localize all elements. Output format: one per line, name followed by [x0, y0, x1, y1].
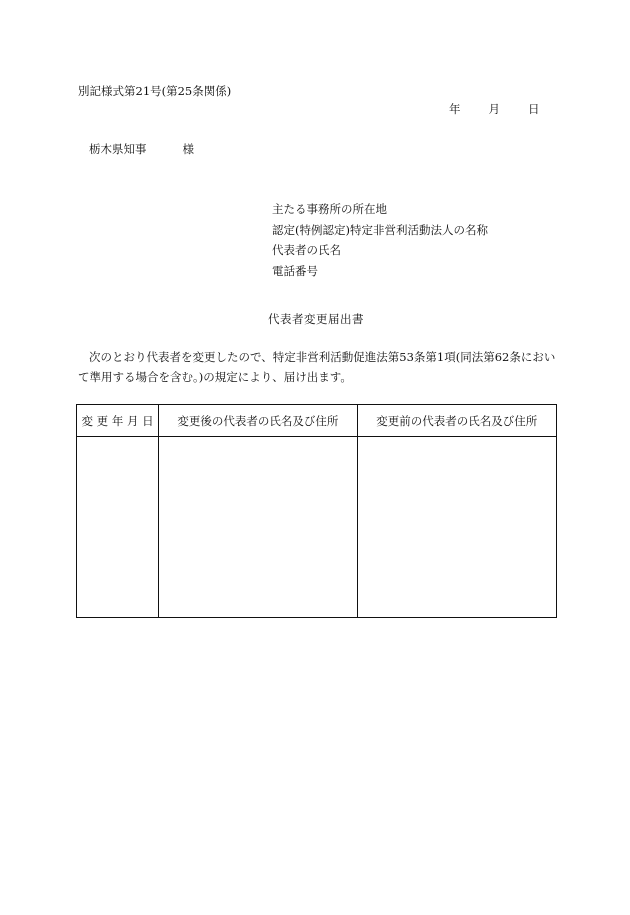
date-line	[449, 104, 540, 116]
cell-previous-representative[interactable]	[357, 437, 556, 618]
date-month-label: 月	[488, 102, 500, 116]
document-body: 次のとおり代表者を変更したので、特定非営利活動促進法第53条第1項(同法第62条において準用する場合を含む。)の規定により、届け出ます。	[78, 350, 556, 384]
addressee-name: 栃木県知事	[89, 142, 147, 156]
cell-new-representative[interactable]	[159, 437, 357, 618]
org-name-label: 認定(特例認定)特定非営利活動法人の名称	[272, 222, 488, 237]
phone-label: 電話番号	[272, 263, 318, 278]
header-change-date: 変 更 年 月 日	[77, 405, 159, 437]
addressee-honorific: 様	[182, 142, 194, 156]
header-previous-representative: 変更前の代表者の氏名及び住所	[357, 405, 556, 437]
rep-name-label: 代表者の氏名	[272, 243, 341, 257]
table-row	[77, 437, 557, 618]
addressee	[89, 144, 194, 156]
table-header-row	[77, 405, 557, 437]
cell-change-date[interactable]	[77, 437, 159, 618]
header-new-representative: 変更後の代表者の氏名及び住所	[159, 405, 357, 437]
change-table	[76, 404, 557, 618]
address-label: 主たる事務所の所在地	[272, 202, 387, 216]
applicant-block	[272, 199, 488, 281]
form-number: 別記様式第21号(第25条関係)	[78, 84, 232, 98]
date-day-label: 日	[528, 102, 540, 116]
date-year-label: 年	[449, 102, 461, 116]
document-title: 代表者変更届出書	[268, 312, 364, 326]
